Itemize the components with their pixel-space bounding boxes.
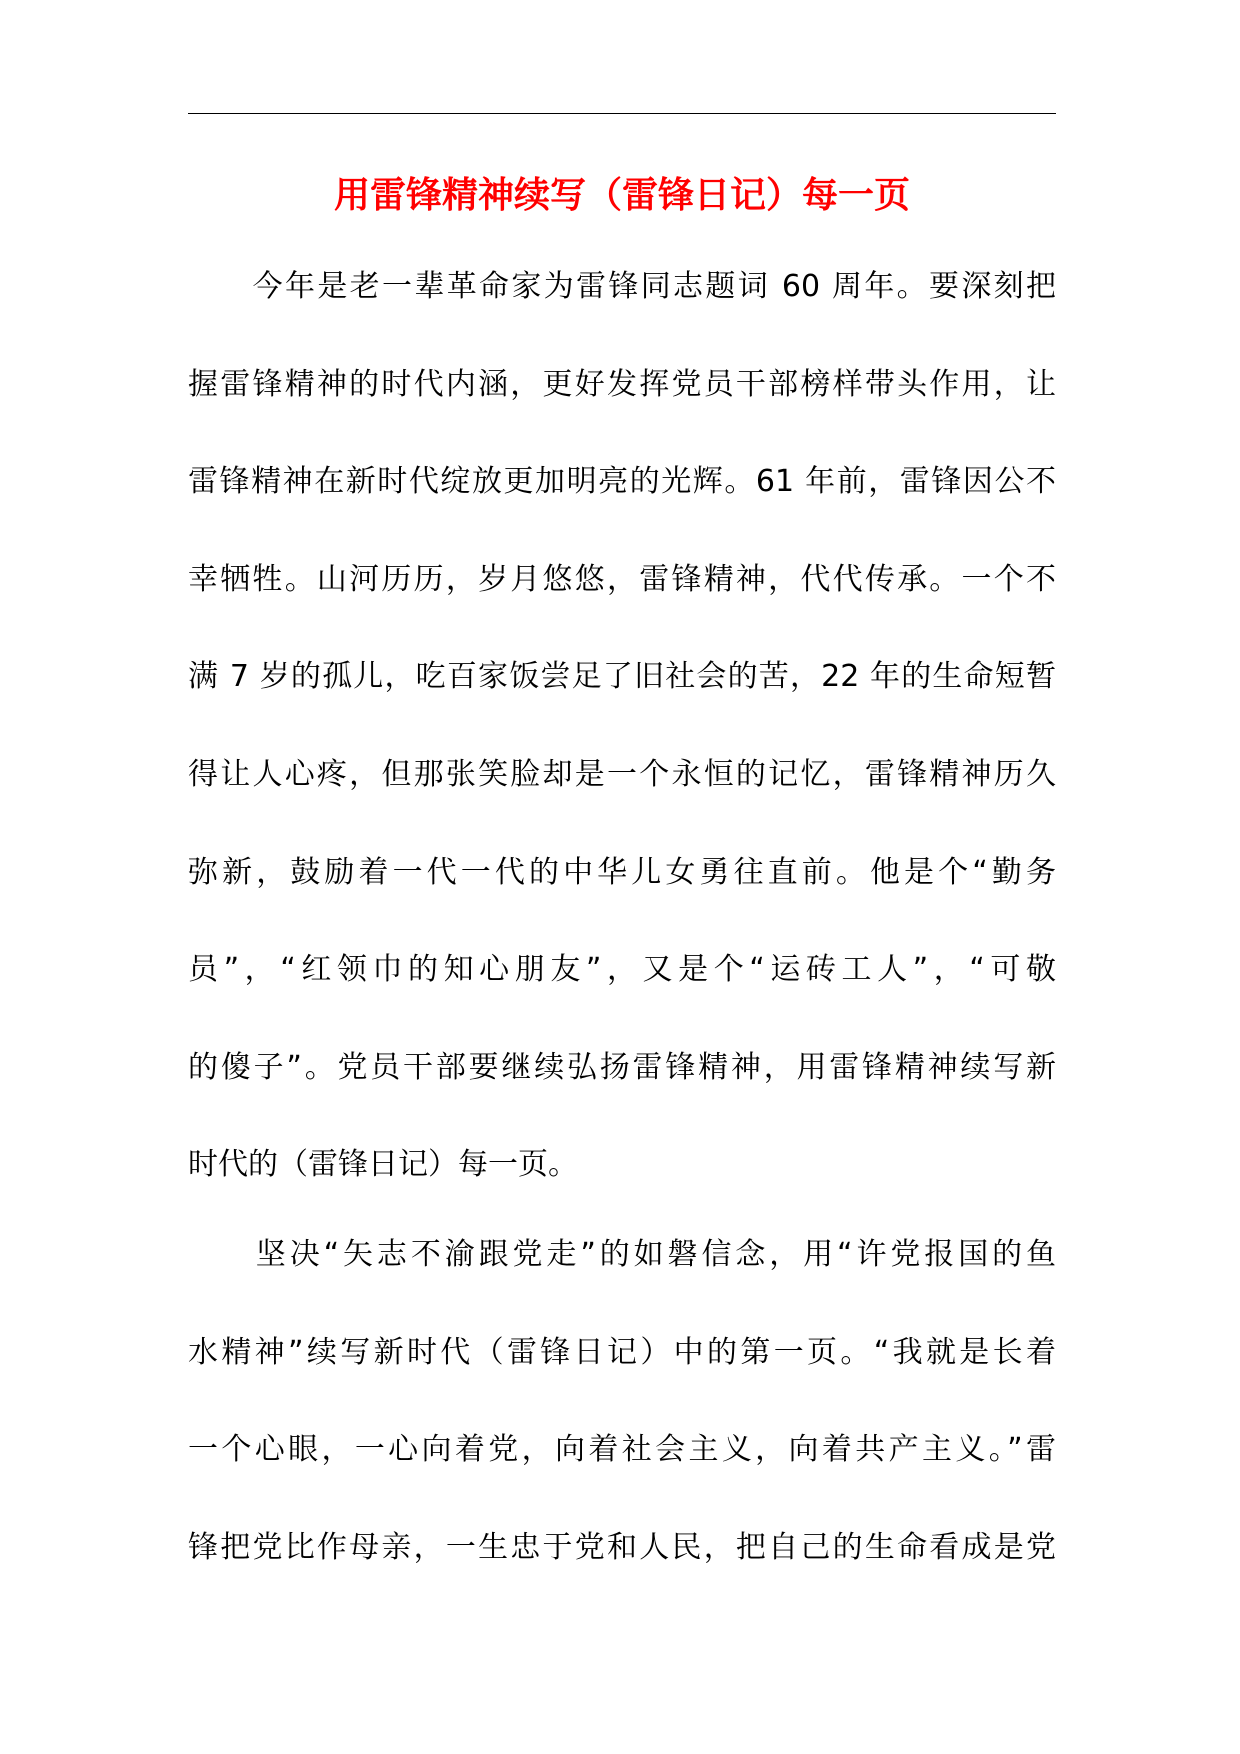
text-line: 握雷锋精神的时代内涵，更好发挥党员干部榜样带头作用，让 — [188, 366, 1056, 402]
text-line: 幸牺牲。山河历历，岁月悠悠，雷锋精神，代代传承。一个不 — [188, 561, 1056, 597]
document-title: 用雷锋精神续写（雷锋日记）每一页 — [333, 175, 910, 216]
text-line: 锋把党比作母亲，一生忠于党和人民，把自己的生命看成是党 — [188, 1529, 1056, 1565]
paragraph-1 — [188, 238, 1056, 1214]
paragraph-2 — [188, 1206, 1056, 1596]
text-line: 的傻子”。党员干部要继续弘扬雷锋精神，用雷锋精神续写新 — [188, 1049, 1056, 1085]
text-line: 坚决“矢志不渝跟党走”的如磐信念，用“许党报国的鱼 — [188, 1237, 1056, 1272]
text-line: 水精神”续写新时代（雷锋日记）中的第一页。“我就是长着 — [188, 1334, 1056, 1370]
text-line: 员”，“红领巾的知心朋友”，又是个“运砖工人”，“可敬 — [188, 952, 1056, 988]
text-line: 一个心眼，一心向着党，向着社会主义，向着共产主义。”雷 — [188, 1432, 1056, 1468]
text-line: 弥新，鼓励着一代一代的中华儿女勇往直前。他是个“勤务 — [188, 854, 1056, 890]
text-line: 得让人心疼，但那张笑脸却是一个永恒的记忆，雷锋精神历久 — [188, 756, 1056, 792]
header-rule — [188, 113, 1056, 114]
text-line: 今年是老一辈革命家为雷锋同志题词 60 周年。要深刻把 — [188, 269, 1056, 304]
text-line: 满 7 岁的孤儿，吃百家饭尝足了旧社会的苦，22 年的生命短暂 — [188, 659, 1056, 695]
text-line: 雷锋精神在新时代绽放更加明亮的光辉。61 年前，雷锋因公不 — [188, 464, 1056, 500]
text-line: 时代的（雷锋日记）每一页。 — [188, 1147, 578, 1183]
